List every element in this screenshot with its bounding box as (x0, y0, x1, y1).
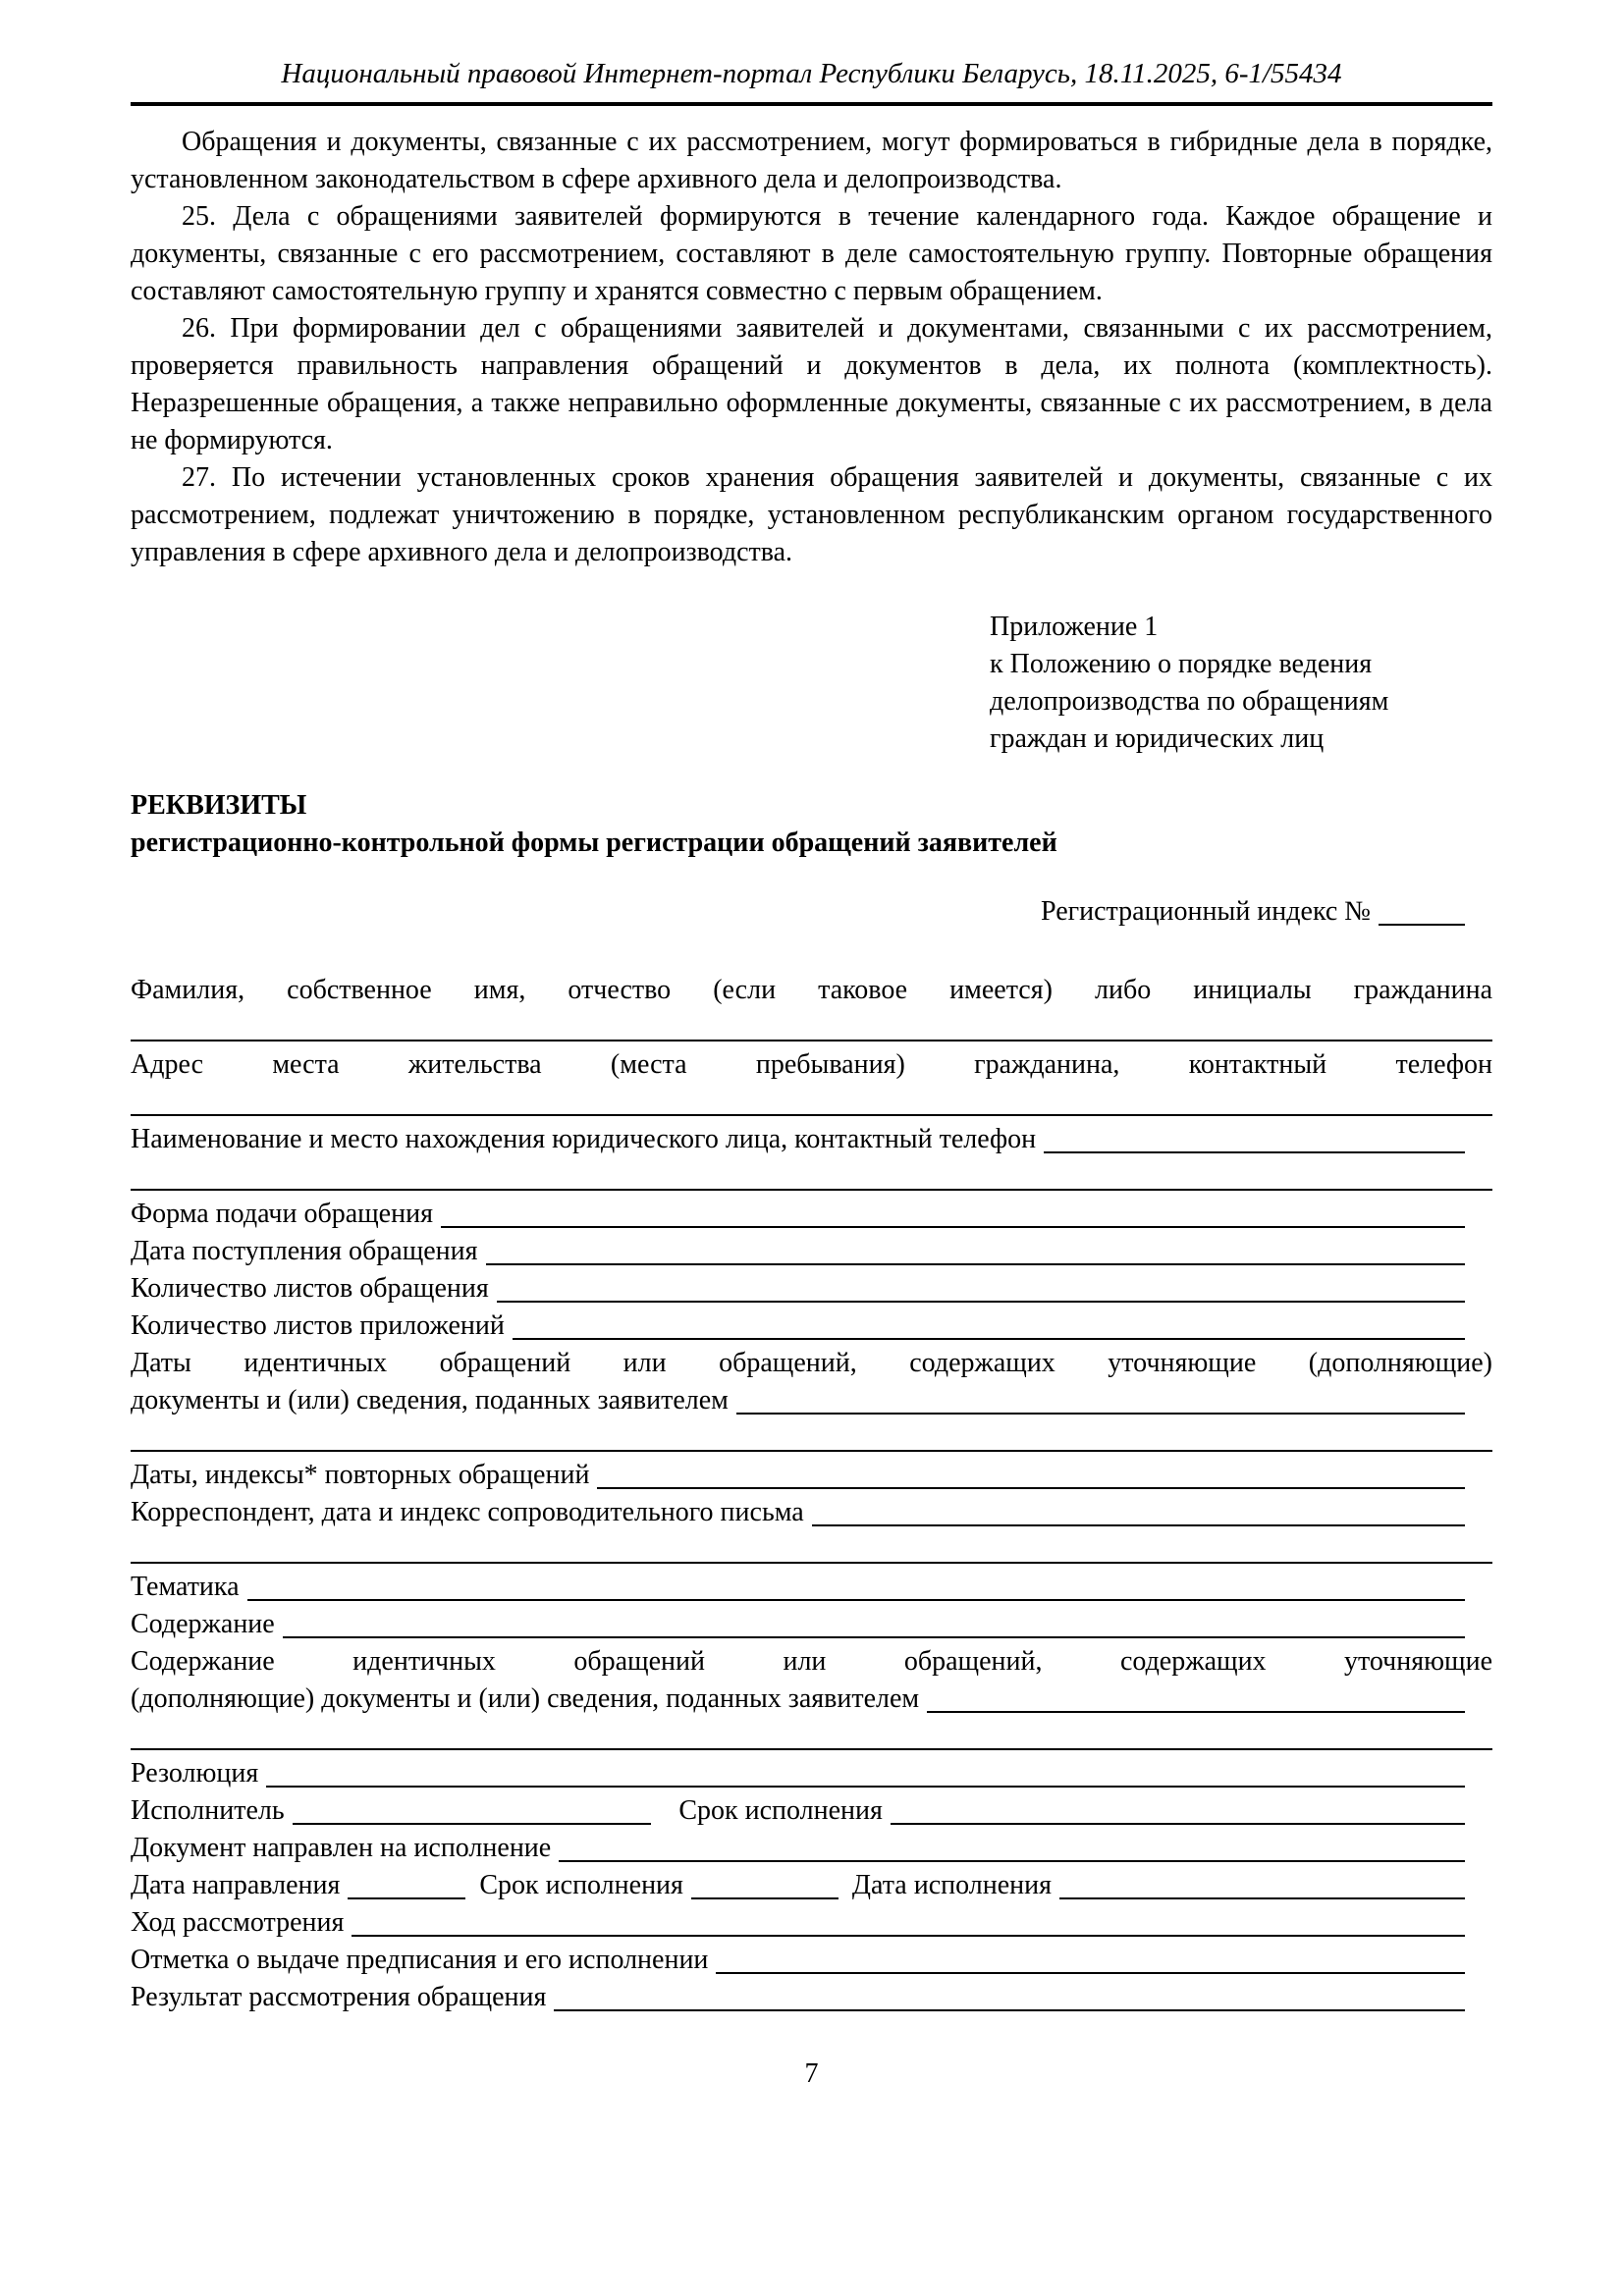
field-sent-for-execution (131, 1830, 1492, 1867)
appendix-line-1: Приложение 1 (990, 612, 1159, 642)
form-heading (131, 787, 1492, 862)
appendix-line-2: к Положению о порядке ведения (990, 649, 1373, 679)
field-sheets-appeal-label: Количество листов обращения (131, 1273, 489, 1304)
field-sheets-appeal (131, 1270, 1492, 1308)
field-exec-term-label: Срок исполнения (678, 1795, 883, 1826)
field-address-blank-line (131, 1084, 1492, 1121)
appendix-line-4: граждан и юридических лиц (990, 723, 1325, 754)
paragraph-25: 25. Дела с обращениями заявителей формируются в течение календарного года. Каждое обращение и документы, связанные с его рассмотрением, составляют в деле самостоятельную группу. Повторные обращения составляют самостоятельную группу и хранятся совместно с первым обращением. (131, 201, 1492, 306)
blank-rule (691, 1896, 839, 1899)
blank-rule (131, 1113, 1492, 1116)
field-content-label: Содержание (131, 1609, 275, 1639)
blank-rule (891, 1822, 1465, 1825)
field-submission-form (131, 1196, 1492, 1233)
field-identical-content-2 (131, 1681, 1492, 1718)
field-repeat-appeals-label: Даты, индексы* повторных обращений (131, 1460, 590, 1490)
body-text (131, 124, 1492, 571)
registration-index-blank (1379, 923, 1465, 926)
field-theme-label: Тематика (131, 1572, 240, 1602)
blank-rule (1044, 1150, 1465, 1153)
field-resolution-label: Резолюция (131, 1758, 259, 1789)
field-prescription (131, 1942, 1492, 1979)
field-organization-blank-line (131, 1158, 1492, 1196)
blank-rule (247, 1598, 1465, 1601)
field-surname-label: Фамилия, собственное имя, отчество (если таковое имеется) либо инициалы гражданина (131, 975, 1492, 1005)
blank-rule (554, 2008, 1465, 2011)
field-executor-label: Исполнитель (131, 1795, 285, 1826)
field-organization (131, 1121, 1492, 1158)
blank-rule (812, 1523, 1465, 1526)
field-address-label: Адрес места жительства (места пребывания) гражданина, контактный телефон (131, 1049, 1492, 1080)
appendix-line-3: делопроизводства по обращениям (990, 686, 1389, 717)
blank-rule (559, 1859, 1465, 1862)
blank-rule (716, 1971, 1465, 1974)
field-progress (131, 1904, 1492, 1942)
blank-rule (513, 1337, 1465, 1340)
field-correspondent-blank-line (131, 1531, 1492, 1569)
field-identical-dates-2 (131, 1382, 1492, 1419)
field-identical-dates-label-2: документы и (или) сведения, поданных заявителем (131, 1385, 729, 1415)
form-fields (131, 972, 1492, 2016)
field-repeat-appeals (131, 1457, 1492, 1494)
blank-rule (131, 1188, 1492, 1191)
field-correspondent-label: Корреспондент, дата и индекс сопроводительного письма (131, 1497, 804, 1527)
field-identical-content-blank-line (131, 1718, 1492, 1755)
field-organization-label: Наименование и место нахождения юридического лица, контактный телефон (131, 1124, 1037, 1154)
field-send-date-label: Дата направления (131, 1870, 341, 1900)
blank-rule (497, 1300, 1465, 1303)
paragraph-26: 26. При формировании дел с обращениями заявителей и документами, связанными с их рассмотрением, проверяется правильность направления обращений и документов в дела, их полнота (комплектность). Неразрешенные обращения, а также неправильно оформленные документы, связанные с их рассмотрением, в дела не формируются. (131, 313, 1492, 455)
blank-rule (597, 1486, 1465, 1489)
field-correspondent (131, 1494, 1492, 1531)
blank-rule (131, 1561, 1492, 1564)
blank-rule (266, 1785, 1465, 1788)
registration-index-label: Регистрационный индекс № (1041, 896, 1371, 927)
registration-index-line (131, 893, 1492, 931)
field-send-term-label: Срок исполнения (479, 1870, 683, 1900)
field-identical-dates-blank-line (131, 1419, 1492, 1457)
appendix-block (990, 609, 1492, 758)
field-dates-row (131, 1867, 1492, 1904)
field-result-label: Результат рассмотрения обращения (131, 1982, 547, 2012)
page-number: 7 (804, 2058, 819, 2089)
field-submission-form-label: Форма подачи обращения (131, 1199, 433, 1229)
form-heading-title: РЕКВИЗИТЫ (131, 790, 307, 821)
field-identical-content-label-1: Содержание идентичных обращений или обращений, содержащих уточняющие (131, 1646, 1492, 1677)
blank-rule (736, 1412, 1465, 1415)
blank-rule (293, 1822, 652, 1825)
field-sent-for-execution-label: Документ направлен на исполнение (131, 1833, 552, 1863)
blank-rule (348, 1896, 465, 1899)
blank-rule (927, 1710, 1465, 1713)
paragraph-hybrid-files: Обращения и документы, связанные с их рассмотрением, могут формироваться в гибридные дела в порядке, установленном законодательством в сфере архивного дела и делопроизводства. (131, 127, 1492, 194)
portal-header: Национальный правовой Интернет-портал Республики Беларусь, 18.11.2025, 6-1/55434 (131, 55, 1492, 106)
field-prescription-label: Отметка о выдаче предписания и его исполнении (131, 1945, 709, 1975)
blank-rule (486, 1262, 1465, 1265)
field-executor-term (131, 1792, 1492, 1830)
blank-rule (352, 1934, 1465, 1937)
blank-rule (131, 1747, 1492, 1750)
field-content (131, 1606, 1492, 1643)
field-surname-blank-line (131, 1009, 1492, 1046)
field-resolution (131, 1755, 1492, 1792)
field-sheets-attachments-label: Количество листов приложений (131, 1310, 505, 1341)
blank-rule (131, 1449, 1492, 1452)
field-date-received-label: Дата поступления обращения (131, 1236, 478, 1266)
field-theme (131, 1569, 1492, 1606)
paragraph-27: 27. По истечении установленных сроков хранения обращения заявителей и документы, связанные с их рассмотрением, подлежат уничтожению в порядке, установленном республиканским органом государственного управления в сфере архивного дела и делопроизводства. (131, 462, 1492, 567)
field-sheets-attachments (131, 1308, 1492, 1345)
blank-rule (283, 1635, 1465, 1638)
blank-rule (131, 1039, 1492, 1041)
form-heading-subtitle: регистрационно-контрольной формы регистрации обращений заявителей (131, 828, 1057, 858)
field-identical-dates-label-1: Даты идентичных обращений или обращений, содержащих уточняющие (дополняющие) (131, 1348, 1492, 1378)
blank-rule (1059, 1896, 1465, 1899)
field-exec-date-label: Дата исполнения (851, 1870, 1052, 1900)
field-date-received (131, 1233, 1492, 1270)
blank-rule (441, 1225, 1465, 1228)
field-progress-label: Ход рассмотрения (131, 1907, 345, 1938)
field-identical-content-label-2: (дополняющие) документы и (или) сведения, поданных заявителем (131, 1683, 920, 1714)
field-result (131, 1979, 1492, 2016)
